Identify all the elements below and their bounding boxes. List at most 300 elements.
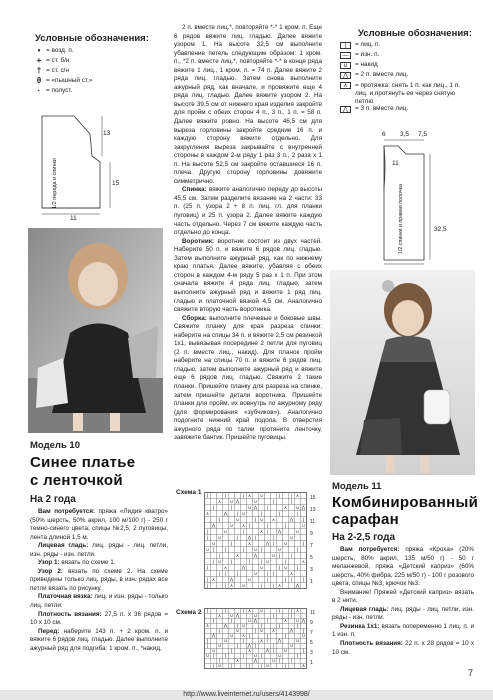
scheme-stitch-mark: | — [278, 623, 281, 629]
scheme-stitch-mark: ∪ — [247, 577, 252, 583]
scheme1-chart — [204, 492, 310, 590]
scheme-stitch-mark: | — [272, 535, 275, 541]
scheme-stitch-mark: ∪ — [295, 505, 300, 511]
model11-label: Модель 11 — [332, 481, 382, 492]
model11-title-line1: Комбинированный — [332, 494, 479, 511]
scheme-stitch-mark: ∪ — [277, 653, 282, 659]
scheme-stitch-mark: ⋀ — [241, 565, 246, 571]
scheme-stitch-mark: | — [206, 565, 209, 571]
scheme-stitch-mark: ∪ — [241, 623, 246, 629]
scheme-stitch-mark: ∪ — [241, 511, 246, 517]
scheme-stitch-mark: | — [212, 653, 215, 659]
left-schema-note: 1/2 переда и спинки — [52, 158, 58, 209]
right-legend-item — [340, 106, 408, 113]
scheme-stitch-mark: ⋀ — [253, 658, 258, 664]
scheme-stitch-mark: ∪ — [217, 535, 222, 541]
scheme-stitch-mark: ∪ — [265, 559, 270, 565]
legend-label: = 3 п. вместе лиц. — [355, 105, 409, 112]
scheme-stitch-mark: | — [278, 493, 281, 499]
scheme-stitch-mark: | — [224, 493, 227, 499]
text-paragraph: Сборка: выполните плечевые и боковые швы. Свяжите планку для края разреза спинки: наберите на спицы 34 п. и вяжите 2,5 см резинкой 1х1, вывязывая посередине 2 петли для пуговиц (2 п. вместе лиц., накид). Для планок пройм наберите на спицы 70 п. и вяжите 6 рядов лиц. гладью, затем выполните ажурный ряд и вяжите еще 6 рядов лиц. гладью. Свяжите 2 такие планки. Пришейте планку для разреза на спинке, затем пришейте детали воротника. Пришейте планки для пройм, их вовнутрь по ажурному ряду (для формирования «зубчиков»). Аналогично подогните нижний край подола. В отверстия ажурного ряда по талии протяните ленточку, завяжите бантик. Пришейте пуговицы. — [174, 314, 322, 442]
scheme-row-number: 11 — [310, 519, 316, 525]
scheme-stitch-mark: | — [206, 643, 209, 649]
scheme-stitch-mark: ∪ — [259, 565, 264, 571]
scheme-stitch-mark: ⋏ — [205, 511, 210, 517]
scheme-stitch-mark: ⋏ — [247, 648, 252, 654]
scheme-row-number: 1 — [310, 660, 313, 666]
scheme-stitch-mark: | — [278, 511, 281, 517]
text-paragraph: Спинка: вяжите аналогично переду до высоты 45,5 см. Затем разделите вязание на 2 части: 33 п. (25 п. узора 2 + 8 п. лиц. гл. для планки пуговиц) и 25 п. узора 2. Далее вяжите каждую часть отдельно. Через 7 см вяжите каждую часть отдельно до конца. — [174, 186, 323, 237]
scheme-stitch-mark: | — [290, 577, 293, 583]
scheme-stitch-mark: | — [266, 529, 269, 535]
text-paragraph: Резинка 1х1: вязать попеременно 1 лиц. п. и 1 изн. п. — [332, 622, 474, 639]
scheme-stitch-mark: | — [248, 663, 251, 669]
scheme-stitch-mark: | — [266, 633, 269, 639]
legend-symbol-icon: ∪ — [340, 62, 351, 69]
scheme2-label: Схема 2 — [176, 609, 202, 616]
scheme-stitch-mark: ∪ — [259, 628, 264, 634]
scheme-stitch-mark: | — [230, 559, 233, 565]
legend-symbol-icon: † — [36, 66, 42, 75]
scheme-stitch-mark: | — [224, 608, 227, 614]
scheme-stitch-mark: ∪ — [217, 643, 222, 649]
scheme-stitch-mark: ∪ — [241, 583, 246, 589]
scheme-stitch-mark: ∪ — [259, 517, 264, 523]
scheme-stitch-mark: ⋏ — [295, 493, 300, 499]
scheme-stitch-mark: | — [206, 608, 209, 614]
scheme-stitch-mark: ⋀ — [235, 613, 240, 619]
left-legend-item — [32, 67, 69, 75]
scheme-stitch-mark: ∪ — [211, 541, 216, 547]
scheme-stitch-mark: | — [296, 547, 299, 553]
legend-label: = возд. п. — [46, 46, 74, 54]
scheme-stitch-mark: | — [236, 643, 239, 649]
scheme-stitch-mark: ∪ — [283, 648, 288, 654]
right-schema-dim-top: 7,5 — [418, 131, 428, 138]
paragraph-lead: Спинка: — [182, 186, 209, 194]
scheme-stitch-mark: ⋏ — [283, 505, 288, 511]
scheme-stitch-mark: ∪ — [235, 628, 240, 634]
model10-title-line2: с ленточкой — [30, 472, 123, 489]
scheme-stitch-mark: | — [272, 499, 275, 505]
scheme-stitch-mark: | — [272, 583, 275, 589]
legend-symbol-icon: ⋏ — [340, 82, 351, 89]
scheme-stitch-mark: | — [284, 663, 287, 669]
scheme-row-number: 9 — [310, 620, 313, 626]
legend-symbol-icon: θ — [36, 76, 42, 85]
scheme-stitch-mark: ⋀ — [289, 628, 294, 634]
scheme-stitch-mark: ∪ — [301, 523, 306, 529]
scheme-stitch-mark: ∪ — [235, 517, 240, 523]
scheme-stitch-mark: ⋀ — [211, 523, 216, 529]
scheme-stitch-mark: | — [266, 505, 269, 511]
scheme-stitch-mark: | — [206, 638, 209, 644]
scheme-stitch-mark: ⋀ — [295, 583, 300, 589]
paragraph-lead: Вам потребуется: — [340, 546, 406, 553]
scheme-stitch-mark: | — [254, 535, 257, 541]
scheme-stitch-mark: | — [296, 565, 299, 571]
scheme-stitch-mark: | — [212, 559, 215, 565]
scheme-stitch-mark: | — [296, 511, 299, 517]
scheme-stitch-mark: | — [218, 517, 221, 523]
scheme-stitch-mark: | — [260, 559, 263, 565]
scheme-stitch-mark: ∪ — [295, 529, 300, 535]
scheme-stitch-mark: ⋀ — [223, 623, 228, 629]
scheme-stitch-mark: | — [260, 653, 263, 659]
scheme-stitch-mark: | — [260, 663, 263, 669]
left-schema-dim-15: 15 — [112, 180, 120, 187]
scheme-stitch-mark: ∪ — [229, 499, 234, 505]
legend-symbol-icon: ⋀ — [340, 106, 351, 113]
scheme-stitch-mark: ∪ — [205, 653, 210, 659]
scheme-stitch-mark: | — [302, 628, 305, 634]
text-paragraph: Узор 2: вязать по схеме 2. На схеме приведены только лиц. ряды, в изн. рядах все петли вязать по рисунку. — [30, 567, 168, 592]
scheme-stitch-mark: | — [248, 523, 251, 529]
right-legend-item — [340, 52, 379, 59]
scheme-stitch-mark: ⋏ — [247, 493, 252, 499]
scheme-stitch-mark: | — [290, 553, 293, 559]
scheme-row-number: 5 — [310, 555, 313, 561]
scheme-stitch-mark: ⋏ — [217, 499, 222, 505]
scheme-stitch-mark: | — [290, 608, 293, 614]
left-legend-item — [32, 77, 92, 85]
scheme-stitch-mark: | — [212, 663, 215, 669]
scheme-stitch-mark: ∪ — [295, 638, 300, 644]
scheme-stitch-mark: ⋏ — [235, 553, 240, 559]
scheme-stitch-mark: ⋀ — [301, 505, 306, 511]
scheme-stitch-mark: ⋏ — [205, 623, 210, 629]
scheme-stitch-mark: ⋀ — [289, 517, 294, 523]
scheme-stitch-mark: ⋀ — [223, 511, 228, 517]
left-legend-title: Условные обозначения: — [35, 33, 149, 44]
scheme-row-number: 7 — [310, 630, 313, 636]
text-paragraph: Лицевая гладь: лиц. ряды - лиц. петли, изн. ряды - изн. петли. — [332, 605, 474, 622]
paragraph-lead: Вам потребуется: — [38, 508, 99, 515]
scheme-stitch-mark: ∪ — [205, 547, 210, 553]
paragraph-lead: Лицевая гладь: — [340, 605, 391, 613]
scheme-stitch-mark: | — [230, 541, 233, 547]
scheme-stitch-mark: ∪ — [271, 553, 276, 559]
scheme-stitch-mark: | — [218, 658, 221, 664]
scheme-stitch-mark: | — [272, 571, 275, 577]
scheme-stitch-mark: | — [278, 565, 281, 571]
scheme-stitch-mark: ∪ — [283, 541, 288, 547]
scheme-stitch-mark: | — [212, 547, 215, 553]
scheme-stitch-mark: | — [296, 653, 299, 659]
legend-label: = протяжка: снять 1 п. как лиц., 1 п. лиц. и протянуть ее через снятую петлю — [355, 82, 461, 105]
scheme-stitch-mark: | — [218, 571, 221, 577]
model10-title-line1: Синее платье — [30, 454, 136, 471]
scheme-stitch-mark: | — [230, 663, 233, 669]
paragraph-lead: Воротник: — [182, 237, 218, 245]
scheme-stitch-mark: | — [302, 517, 305, 523]
right-schema-dim-top: 3,5 — [400, 131, 410, 138]
scheme-stitch-mark: | — [260, 547, 263, 553]
scheme2-chart — [204, 608, 310, 670]
text-paragraph: Лицевая гладь: лиц. ряды - лиц. петли, изн. ряды - изн. петли. — [30, 542, 169, 558]
scheme-stitch-mark: | — [248, 633, 251, 639]
scheme-stitch-mark: | — [290, 499, 293, 505]
scheme-stitch-mark: ⋏ — [283, 618, 288, 624]
right-legend-title: Условные обозначения: — [358, 28, 472, 39]
model10-text — [30, 508, 168, 653]
scheme-stitch-mark: ∪ — [259, 493, 264, 499]
scheme-stitch-mark: ⋀ — [253, 618, 258, 624]
scheme-stitch-mark: | — [236, 535, 239, 541]
text-paragraph: 2 п. вместе лиц.*, повторяйте *-* 1 кром. п. Еще 6 рядов вяжите лиц. гладью. Далее вяжите узором 1. На высоте 32,5 см выполните убавление петель следующим образом: 1 кром. п., *2 п. вместе лиц.*, повторяйте *-* в конце ряда вяжите 1 лиц., 1 кром. п. = 74 п. Далее вяжите 2 ряда лиц. гладью. Затем снова выполните ажурный ряд, как вначале, и провяжите еще 4 ряда лиц. гладью. Далее вяжите узором 2. На высоте 39,5 см от нижнего края изделия закройте для пройм с обеих сторон 4 п., 3 п., 1 п. = 58 п. Далее вяжите ровно. На высоте 46,5 см для выреза горловины закройте средние 16 п. и каждую сторону вяжите отдельно. Для закругления выреза закрывайте с внутренней стороны в каждом 2-м ряду 1 раз 3 п., 2 раза х 1 п. На высоте 52,5 см закройте оставшиеся 16 п. плеча. Другую сторону горловины довяжите симметрично. — [174, 24, 322, 185]
middle-text-column — [174, 24, 322, 443]
paragraph-lead: Узор 2: — [38, 567, 69, 575]
scheme-stitch-mark: ∪ — [253, 547, 258, 553]
scheme-stitch-mark: | — [266, 577, 269, 583]
scheme-stitch-mark: | — [302, 541, 305, 547]
scheme-stitch-mark: | — [242, 493, 245, 499]
legend-label: = полуст. — [46, 86, 73, 94]
legend-symbol-icon: • — [37, 46, 41, 55]
model10-label: Модель 10 — [30, 440, 80, 451]
paragraph-lead: Плотность вязания: — [38, 610, 105, 618]
scheme-stitch-mark: ∪ — [223, 529, 228, 535]
right-legend-item — [340, 62, 378, 69]
scheme-stitch-mark: | — [206, 577, 209, 583]
scheme-stitch-mark: | — [236, 511, 239, 517]
right-schema-dim-top: 6 — [382, 131, 386, 138]
scheme-stitch-mark: | — [230, 505, 233, 511]
left-legend-item — [32, 57, 69, 65]
scheme-row-number: 15 — [310, 495, 316, 501]
footer-url: http://www.liveinternet.ru/users/4143998/ — [0, 690, 493, 700]
scheme-stitch-mark: | — [278, 553, 281, 559]
scheme-stitch-mark: | — [272, 613, 275, 619]
model11-text — [332, 546, 474, 657]
model11-age: На 2-2,5 года — [332, 532, 396, 543]
scheme-stitch-mark: | — [242, 608, 245, 614]
legend-symbol-icon: · — [37, 86, 41, 95]
scheme-stitch-mark: ⋏ — [295, 608, 300, 614]
paragraph-lead: Резинка 1х1: — [340, 622, 382, 630]
scheme-stitch-mark: | — [290, 613, 293, 619]
legend-label: = 2 п. вместе лиц. — [355, 71, 409, 78]
text-paragraph: Перед: наберите 143 п. + 2 кром. п. и вяжите 6 рядов лиц. гладью. Далее выполните ажурный ряд для подгиба: 1 кром. п., *накид, — [30, 627, 168, 652]
scheme-stitch-mark: | — [242, 529, 245, 535]
scheme-stitch-mark: ⋏ — [301, 559, 306, 565]
scheme-stitch-mark: ⋀ — [265, 541, 270, 547]
scheme1-label: Схема 1 — [176, 489, 202, 496]
legend-label: = ст. б/н — [46, 56, 70, 64]
scheme-row-number: 5 — [310, 640, 313, 646]
scheme-stitch-mark: | — [302, 648, 305, 654]
scheme-stitch-mark: ∪ — [247, 505, 252, 511]
scheme-stitch-mark: | — [278, 658, 281, 664]
left-schema-dim-11: 11 — [70, 215, 77, 222]
scheme-stitch-mark: ⋀ — [247, 643, 252, 649]
paragraph-lead: Плотность вязания: — [340, 640, 406, 648]
scheme-stitch-mark: ∪ — [229, 633, 234, 639]
scheme-stitch-mark: ⋀ — [277, 638, 282, 644]
scheme-row-number: 3 — [310, 567, 313, 573]
model10-photo — [28, 228, 163, 433]
scheme-stitch-mark: | — [284, 523, 287, 529]
scheme-stitch-mark: ∪ — [217, 663, 222, 669]
scheme-row-number: 11 — [310, 610, 316, 616]
scheme-stitch-mark: ⋏ — [259, 638, 264, 644]
scheme-stitch-mark: ∪ — [253, 499, 258, 505]
scheme-stitch-mark: | — [242, 638, 245, 644]
scheme-stitch-mark: ⋏ — [211, 577, 216, 583]
scheme-stitch-mark: | — [212, 505, 215, 511]
scheme-stitch-mark: ⋏ — [247, 541, 252, 547]
text-paragraph: Вам потребуется: пряжа «Лидия кватро» (50% шерсть, 50% акрил, 100 м/100 г) - 250 г темно-синего цвета; спицы №2,5, 2 пуговицы, лента длиной 1,5 м. — [30, 508, 168, 541]
legend-label: = изн. п. — [355, 51, 380, 58]
scheme-stitch-mark: ⋏ — [229, 583, 234, 589]
scheme-stitch-mark: ∪ — [253, 613, 258, 619]
model11-photo — [330, 270, 475, 475]
scheme-stitch-mark: ⋀ — [301, 618, 306, 624]
text-paragraph: Платочная вязка: лиц. и изн. ряды - только лиц. петли. — [30, 593, 168, 610]
scheme-stitch-mark: | — [206, 583, 209, 589]
scheme-stitch-mark: | — [290, 493, 293, 499]
scheme-stitch-mark: ⋀ — [229, 577, 234, 583]
scheme-stitch-mark: | — [266, 638, 269, 644]
text-paragraph: Плотность вязания: 27,5 п. х 36 рядов = 10 х 10 см. — [30, 610, 168, 627]
text-paragraph: Вам потребуется: пряжа «Кроха» (20% шерсть, 80% акрил, 135 м/50 г) - 50 г меланжевой, пряжа «Детский каприз» (60% шерсть, 40% фибра, 225 м/50 г) - 100 г розового цвета, спицы №3, крючок №3. — [332, 546, 474, 588]
scheme-stitch-mark: | — [242, 547, 245, 553]
scheme-stitch-mark: ∪ — [301, 633, 306, 639]
scheme-stitch-mark: ⋏ — [259, 529, 264, 535]
legend-label: = ст. с/н — [46, 66, 69, 74]
right-schema-note: 1/2 спинки и правая полочка — [398, 184, 404, 255]
text-paragraph: Воротник: воротник состоит из двух частей. Наберите 50 п. и вяжите 6 рядов лиц. гладью. Затем выполните ажурный ряд, как по нижнему краю платья. Далее вяжите, убавляя с обеих сторон в каждом 4-м ряду 5 раз х 1 п. При этом сначала вяжите 4 ряда лиц. гладью, затем выполните ажурный ряд и вяжите 1 ряд лиц. гладью и платочной вязкой 4,5 см. Аналогично свяжите вторую часть воротника. — [174, 237, 322, 314]
right-pattern-schematic — [372, 138, 482, 268]
scheme-stitch-mark: ⋏ — [301, 663, 306, 669]
scheme-stitch-mark: ⋀ — [265, 648, 270, 654]
scheme-stitch-mark: | — [206, 493, 209, 499]
right-schema-dim-11: 11 — [392, 160, 399, 167]
left-legend-item — [32, 87, 72, 95]
scheme-stitch-mark: ⋀ — [253, 553, 258, 559]
scheme-row-number: 1 — [310, 579, 313, 585]
legend-symbol-icon: ⋀ — [340, 72, 351, 79]
scheme-stitch-mark: | — [284, 633, 287, 639]
left-pattern-schematic — [30, 110, 130, 220]
scheme-stitch-mark: ∪ — [223, 638, 228, 644]
scheme-stitch-mark: ⋀ — [247, 535, 252, 541]
legend-label: = накид — [355, 61, 378, 68]
scheme-stitch-mark: | — [218, 628, 221, 634]
scheme-stitch-mark: | — [254, 643, 257, 649]
scheme-stitch-mark: | — [272, 648, 275, 654]
right-legend-item — [340, 42, 380, 49]
scheme-stitch-mark: ⋏ — [217, 613, 222, 619]
scheme-stitch-mark: ∪ — [247, 618, 252, 624]
scheme-stitch-mark: ∪ — [253, 571, 258, 577]
scheme-stitch-mark: | — [224, 583, 227, 589]
legend-symbol-icon: | — [340, 42, 351, 49]
scheme-stitch-mark: | — [236, 571, 239, 577]
scheme-stitch-mark: | — [272, 643, 275, 649]
scheme-row-number: 9 — [310, 531, 313, 537]
paragraph-lead: Перед: — [38, 627, 64, 635]
scheme-stitch-mark: ⋀ — [253, 505, 258, 511]
scheme-stitch-mark: | — [260, 511, 263, 517]
scheme-stitch-mark: ∪ — [253, 653, 258, 659]
scheme-stitch-mark: | — [266, 571, 269, 577]
scheme-stitch-mark: | — [260, 583, 263, 589]
scheme-stitch-mark: | — [254, 517, 257, 523]
scheme-stitch-mark: | — [230, 618, 233, 624]
scheme-stitch-mark: | — [266, 618, 269, 624]
scheme-stitch-mark: | — [224, 547, 227, 553]
scheme-row-number: 3 — [310, 650, 313, 656]
scheme-stitch-mark: | — [284, 577, 287, 583]
text-paragraph: Плотность вязания: 22 п. х 28 рядов = 10 х 10 см. — [332, 640, 474, 656]
scheme-stitch-mark: | — [272, 541, 275, 547]
scheme-stitch-mark: | — [224, 571, 227, 577]
text-paragraph: Внимание! Пряжей «Детский каприз» вязать в 2 нити. — [332, 588, 474, 605]
scheme-stitch-mark: ∪ — [229, 613, 234, 619]
scheme-stitch-mark: | — [206, 535, 209, 541]
scheme-stitch-mark: ∪ — [211, 648, 216, 654]
paragraph-lead: Сборка: — [182, 314, 210, 322]
legend-label: = «пышный ст.» — [46, 76, 93, 84]
legend-symbol-icon: + — [36, 56, 42, 65]
model11-title-line2: сарафан — [332, 511, 399, 528]
scheme-stitch-mark: | — [302, 577, 305, 583]
scheme-stitch-mark: | — [254, 628, 257, 634]
scheme-stitch-mark: | — [224, 653, 227, 659]
scheme-stitch-mark: ⋏ — [241, 523, 246, 529]
scheme-stitch-mark: ⋏ — [235, 658, 240, 664]
paragraph-lead: Узор 1: — [38, 559, 62, 567]
scheme-stitch-mark: ∪ — [295, 618, 300, 624]
scheme-stitch-mark: | — [248, 559, 251, 565]
scheme-stitch-mark: ⋏ — [241, 633, 246, 639]
scheme-stitch-mark: | — [284, 559, 287, 565]
scheme-stitch-mark: | — [290, 658, 293, 664]
paragraph-lead: Лицевая гладь: — [38, 542, 93, 550]
scheme-stitch-mark: ∪ — [277, 547, 282, 553]
page-number: 7 — [467, 668, 473, 678]
scheme-stitch-mark: | — [296, 623, 299, 629]
scheme-stitch-mark: | — [260, 623, 263, 629]
legend-label: = лиц. п. — [355, 41, 381, 48]
right-schema-dim-side: 32,5 — [434, 226, 447, 233]
scheme-row-number: 13 — [310, 507, 316, 513]
scheme-stitch-mark: ∪ — [289, 535, 294, 541]
scheme-stitch-mark: ∪ — [283, 565, 288, 571]
scheme-stitch-mark: ⋀ — [277, 529, 282, 535]
model10-age: На 2 года — [30, 494, 76, 505]
scheme-stitch-mark: ∪ — [259, 608, 264, 614]
scheme-stitch-mark: ⋏ — [247, 608, 252, 614]
scheme-stitch-mark: | — [218, 553, 221, 559]
scheme-stitch-mark: | — [266, 523, 269, 529]
scheme-stitch-mark: | — [212, 618, 215, 624]
scheme-stitch-mark: ⋏ — [223, 565, 228, 571]
scheme-stitch-mark: ⋏ — [289, 571, 294, 577]
scheme-stitch-mark: | — [206, 529, 209, 535]
scheme-stitch-mark: ⋏ — [271, 517, 276, 523]
right-legend-item — [340, 82, 473, 106]
scheme-stitch-mark: ∪ — [271, 658, 276, 664]
scheme-stitch-mark: | — [278, 608, 281, 614]
scheme-stitch-mark: ∪ — [289, 643, 294, 649]
scheme-stitch-mark: ∪ — [265, 663, 270, 669]
scheme-stitch-mark: ⋏ — [277, 583, 282, 589]
left-legend-item — [32, 47, 74, 55]
scheme-stitch-mark: ∪ — [217, 559, 222, 565]
scheme-stitch-mark: ⋀ — [235, 499, 240, 505]
